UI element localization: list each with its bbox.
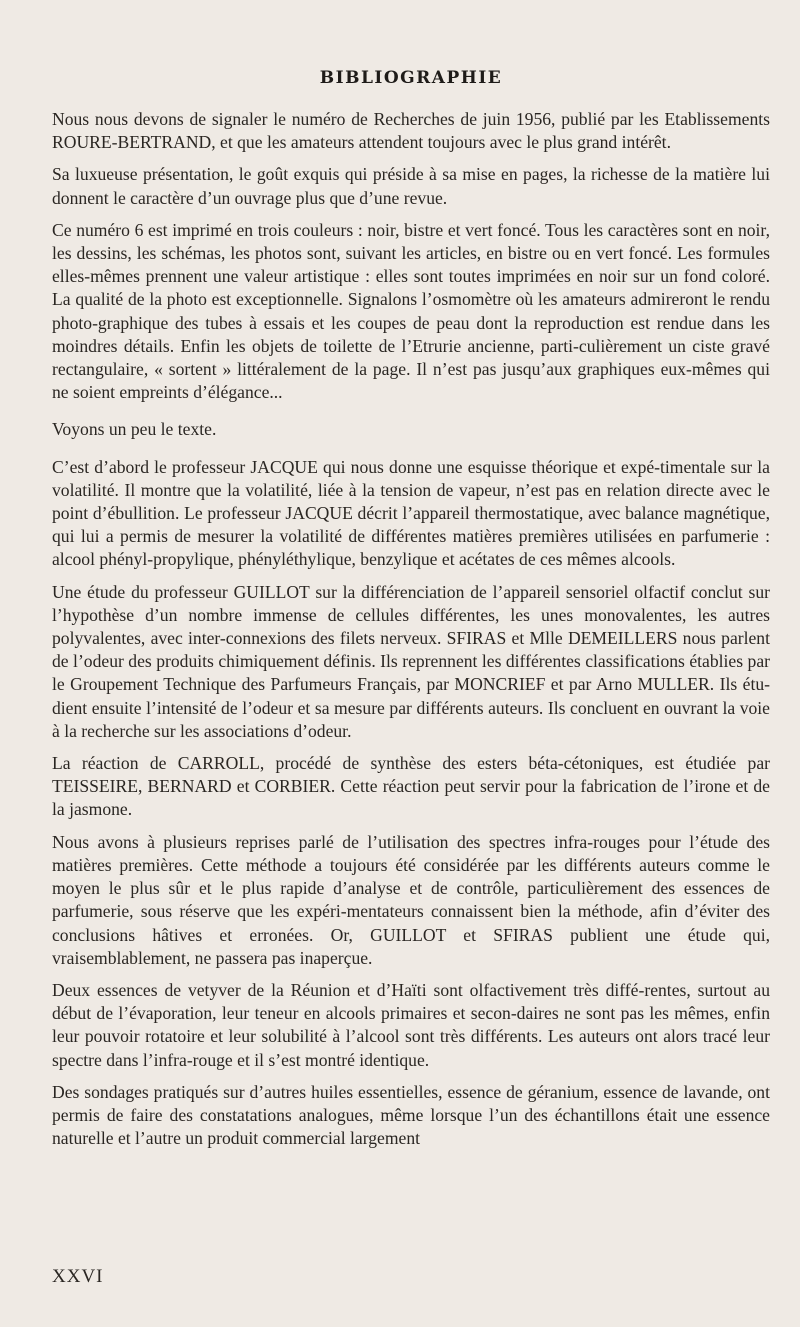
paragraph-carroll: La réaction de CARROLL, procédé de synthèse des esters béta-cétoniques, est étudiée par TEISSEIRE, BERNARD et CORBIER. Cette réaction peut servir pour la fabrication de l’irone et de la jasmone. xyxy=(52,753,770,820)
paragraph-vetyver: Deux essences de vetyver de la Réunion et d’Haïti sont olfactivement très diffé-rentes, surtout au début de l’évaporation, leur teneur en alcools primaires et secon-daires ne sont pas les mêmes, enfin leur pouvoir rotatoire et leur solubilité à l’alcool sont très différents. Les auteurs ont alors tracé leur spectre dans l’infra-rouge et il s’est montré identique. xyxy=(52,979,770,1070)
paragraph-recherches-intro: Nous nous devons de signaler le numéro de Recherches de juin 1956, publié par les Etablissements ROURE-BERTRAND, et que les amateurs attendent toujours avec le plus grand intérêt. xyxy=(52,109,770,153)
page-number: XXVI xyxy=(52,1266,104,1287)
page-title: BIBLIOGRAPHIE xyxy=(319,68,503,88)
paragraph-colors: Ce numéro 6 est imprimé en trois couleurs : noir, bistre et vert foncé. Tous les caractères sont en noir, les dessins, les schémas, les photos sont, suivant les articles, en bistre ou en vert foncé. Les formules elles-mêmes prennent une valeur artistique : elles sont toutes imprimées en noir sur un fond coloré. La qualité de la photo est exceptionnelle. Signalons l’osmomètre où les amateurs admireront le rendu photo-graphique des tubes à essais et les coupes de peau dont la reproduction est rendue dans les moindres détails. Enfin les objets de toilette de l’Etrurie ancienne, parti-culièrement un ciste gravé rectangulaire, « sortent » littéralement de la page. Il n’est pas jusqu’aux graphiques eux-mêmes qui ne soient empreints d’élégance... xyxy=(52,219,770,403)
paragraph-sondages: Des sondages pratiqués sur d’autres huiles essentielles, essence de géranium, essence de lavande, ont permis de faire des constatations analogues, même lorsque l’un des échantillons était une essence naturelle et l’autre un produit commercial largement xyxy=(52,1081,770,1149)
paragraph-jacque: C’est d’abord le professeur JACQUE qui nous donne une esquisse théorique et expé-timentale sur la volatilité. Il montre que la volatilité, liée à la tension de vapeur, n’est pas en relation directe avec le point d’ébullition. Le professeur JACQUE décrit l’appareil thermostatique, avec balance magnétique, qui lui a permis de mesurer la volatilité de différentes matières premières utilisées en parfumerie : alcool phényl-propylique, phényléthylique, benzylique et acétates de ces mêmes alcools. xyxy=(52,456,770,570)
paragraph-voyons: Voyons un peu le texte. xyxy=(52,419,217,440)
paragraph-guillot-olfactif: Une étude du professeur GUILLOT sur la différenciation de l’appareil sensoriel olfactif conclut sur l’hypothèse d’un nombre immense de cellules différentes, les unes monovalentes, les autres polyvalentes, avec inter-connexions des filets nerveux. SFIRAS et Mlle DEMEILLERS nous parlent de l’odeur des produits chimiquement définis. Ils reprennent les différentes classifications établies par le Groupement Technique des Parfumeurs Français, par MONCRIEF et par Arno MULLER. Ils étu-dient ensuite l’intensité de l’odeur et sa mesure par différents auteurs. Ils concluent en ouvrant la voie à la recherche sur les associations d’odeur. xyxy=(52,581,770,741)
paragraph-infra-rouges: Nous avons à plusieurs reprises parlé de l’utilisation des spectres infra-rouges pour l’étude des matières premières. Cette méthode a toujours été considérée par les différents auteurs comme le moyen le plus sûr et le plus rapide d’analyse et de contrôle, particulièrement des essences de parfumerie, sous réserve que les expéri-mentateurs connaissent bien la méthode, afin d’éviter des conclusions hâtives et erronées. Or, GUILLOT et SFIRAS publient une étude qui, vraisemblablement, ne passera pas inaperçue. xyxy=(52,831,770,968)
paragraph-presentation: Sa luxueuse présentation, le goût exquis qui préside à sa mise en pages, la richesse de la matière lui donnent le caractère d’un ouvrage plus que d’une revue. xyxy=(52,164,770,208)
